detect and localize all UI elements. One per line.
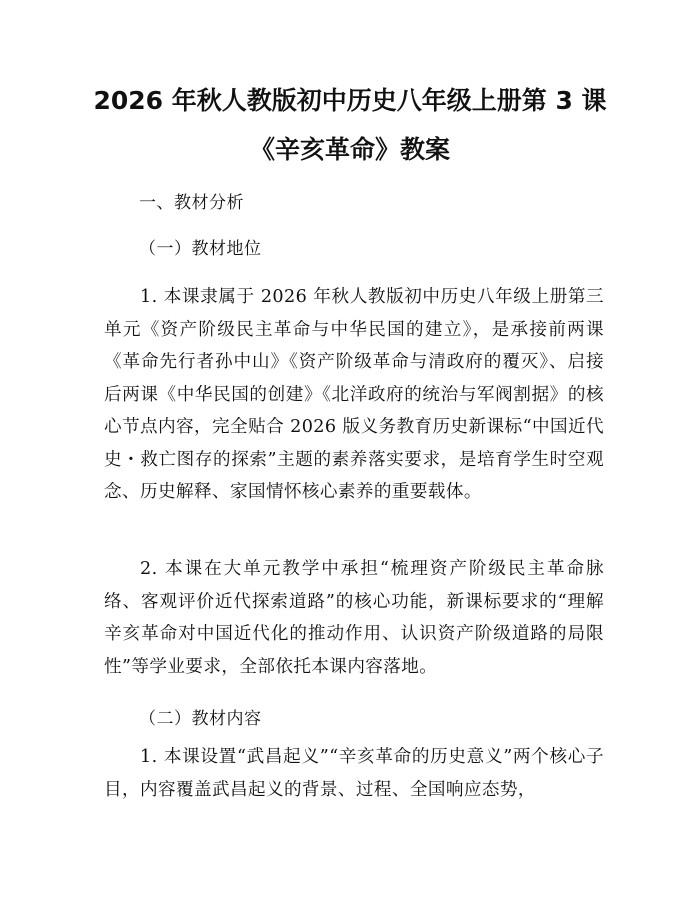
subsection-heading-textbook-position: （一）教材地位 <box>139 239 262 259</box>
subsection-heading-textbook-content: （二）教材内容 <box>139 709 262 729</box>
paragraph-1: 1. 本课隶属于 2026 年秋人教版初中历史八年级上册第三单元《资产阶级民主革命与中华民国的建立》，是承接前两课《革命先行者孙中山》《资产阶级革命与清政府的覆灭》、启接后两课《中华民国的创建》《北洋政府的统治与军阀割据》的核心节点内容，完全贴合 2026 版义务教育历史新课标“中国近代史・救亡图存的探索”主题的素养落实要求，是培育学生时空观念、历史解释、家国情怀核心素养的重要载体。 <box>104 287 604 502</box>
document-title-line-2: 《辛亥革命》教案 <box>249 135 450 164</box>
paragraph-3: 1. 本课设置“武昌起义”“辛亥革命的历史意义”两个核心子目，内容覆盖武昌起义的背景、过程、全国响应态势， <box>104 747 604 800</box>
paragraph-2: 2. 本课在大单元教学中承担“梳理资产阶级民主革命脉络、客观评价近代探索道路”的核心功能，新课标要求的“理解辛亥革命对中国近代化的推动作用、认识资产阶级道路的局限性”等学业要求，全部依托本课内容落地。 <box>104 559 604 677</box>
section-heading-textbook-analysis: 一、教材分析 <box>139 193 244 213</box>
document-title-line-1: 2026 年秋人教版初中历史八年级上册第 3 课 <box>93 86 607 115</box>
